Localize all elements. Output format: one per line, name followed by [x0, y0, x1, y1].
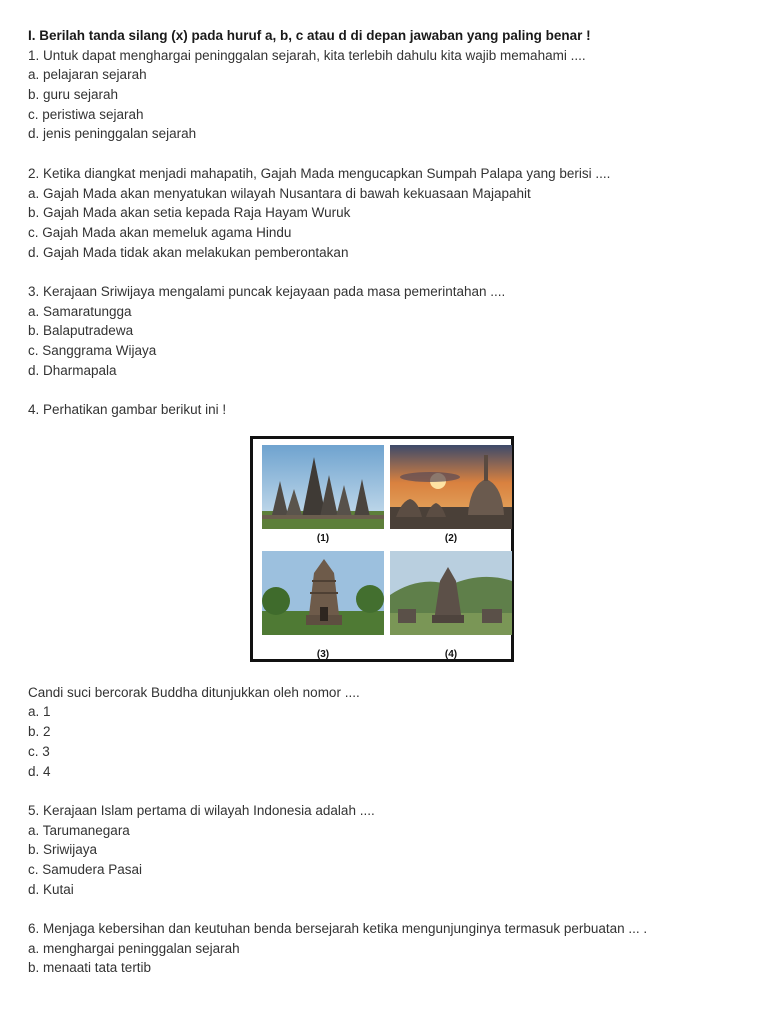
figure-caption-2: (2): [444, 532, 458, 544]
option-3b: b. Balaputradewa: [28, 323, 134, 339]
temple-photo-1: [262, 445, 384, 529]
question-5: 5. Kerajaan Islam pertama di wilayah Indonesia adalah ....: [28, 802, 375, 818]
option-5c: c. Samudera Pasai: [28, 861, 143, 877]
document-body: [28, 26, 748, 978]
question-3: 3. Kerajaan Sriwijaya mengalami puncak kejayaan pada masa pemerintahan ....: [28, 283, 506, 299]
option-4d: d. 4: [28, 763, 51, 779]
option-2b: b. Gajah Mada akan setia kepada Raja Hayam Wuruk: [28, 205, 351, 221]
question-4-stem: Candi suci bercorak Buddha ditunjukkan oleh nomor ....: [28, 684, 360, 700]
figure-caption-1: (1): [316, 532, 330, 544]
option-5d: d. Kutai: [28, 881, 74, 897]
option-5a: a. Tarumanegara: [28, 822, 130, 838]
option-1d: d. jenis peninggalan sejarah: [28, 126, 197, 142]
option-6a: a. menghargai peninggalan sejarah: [28, 940, 240, 956]
option-2d: d. Gajah Mada tidak akan melakukan pemberontakan: [28, 244, 349, 260]
figure-caption-4: (4): [444, 648, 458, 660]
option-3a: a. Samaratungga: [28, 303, 132, 319]
option-5b: b. Sriwijaya: [28, 842, 98, 858]
option-4b: b. 2: [28, 724, 51, 740]
option-2a: a. Gajah Mada akan menyatukan wilayah Nusantara di bawah kekuasaan Majapahit: [28, 185, 531, 201]
option-1b: b. guru sejarah: [28, 87, 119, 103]
option-6b: b. menaati tata tertib: [28, 960, 152, 976]
figure-caption-3: (3): [316, 648, 330, 660]
temple-figure: [250, 436, 514, 662]
question-4: 4. Perhatikan gambar berikut ini !: [28, 402, 227, 418]
temple-photo-4: [390, 551, 512, 635]
question-2: 2. Ketika diangkat menjadi mahapatih, Gajah Mada mengucapkan Sumpah Palapa yang berisi ....: [28, 165, 611, 181]
question-6: 6. Menjaga kebersihan dan keutuhan benda bersejarah ketika mengunjunginya termasuk perbuatan ... .: [28, 921, 648, 936]
question-1: 1. Untuk dapat menghargai peninggalan sejarah, kita terlebih dahulu kita wajib memahami ....: [28, 47, 586, 63]
temple-photo-3: [262, 551, 384, 635]
option-2c: c. Gajah Mada akan memeluk agama Hindu: [28, 224, 292, 240]
option-4c: c. 3: [28, 743, 50, 759]
option-3d: d. Dharmapala: [28, 362, 117, 378]
option-1a: a. pelajaran sejarah: [28, 67, 147, 83]
temple-photo-2: [390, 445, 512, 529]
instruction-heading: I. Berilah tanda silang (x) pada huruf a, b, c atau d di depan jawaban yang paling benar !: [28, 28, 591, 43]
option-3c: c. Sanggrama Wijaya: [28, 343, 157, 358]
option-4a: a. 1: [28, 704, 51, 720]
option-1c: c. peristiwa sejarah: [28, 106, 144, 122]
